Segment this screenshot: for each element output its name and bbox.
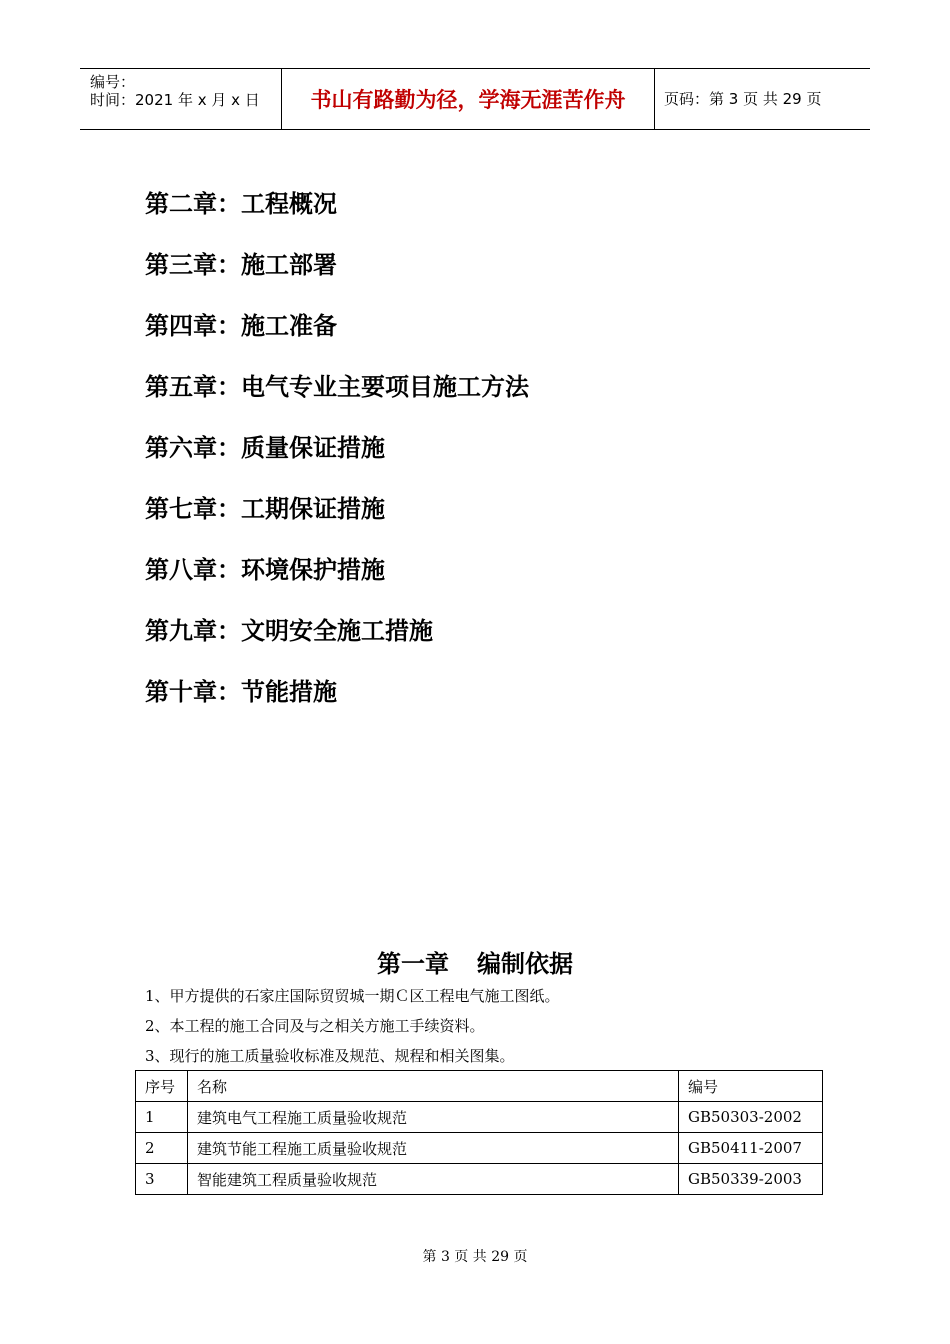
cell-code: GB50339-2003: [679, 1164, 823, 1195]
toc-item: 第五章：电气专业主要项目施工方法: [145, 373, 529, 401]
footer-page-number: 第 3 页 共 29 页: [422, 1249, 528, 1265]
date-label: 时间：2021 年 x 月 x 日: [90, 91, 260, 109]
table-row: [136, 1133, 823, 1164]
chapter-heading: [0, 948, 950, 980]
header-page-cell: [655, 69, 870, 129]
basis-item: 3、现行的施工质量验收标准及规范、规程和相关图集。: [145, 1047, 515, 1065]
column-header-name: 名称: [188, 1071, 679, 1102]
table-header-row: [136, 1071, 823, 1102]
cell-name: 智能建筑工程质量验收规范: [188, 1164, 679, 1195]
basis-item: 1、甲方提供的石家庄国际贸贸城一期Ｃ区工程电气施工图纸。: [145, 987, 560, 1005]
table-of-contents: [145, 188, 529, 737]
code-label: 编号：: [90, 73, 136, 91]
cell-index: 1: [136, 1102, 188, 1133]
chapter-title: 编制依据: [477, 949, 573, 978]
chapter-number: 第一章: [377, 949, 449, 978]
cell-name: 建筑电气工程施工质量验收规范: [188, 1102, 679, 1133]
header-meta-cell: [80, 69, 282, 129]
table-row: [136, 1164, 823, 1195]
cell-code: GB50411-2007: [679, 1133, 823, 1164]
header-motto-cell: [282, 69, 655, 129]
cell-name: 建筑节能工程施工质量验收规范: [188, 1133, 679, 1164]
toc-item: 第十章：节能措施: [145, 678, 337, 706]
toc-item: 第六章：质量保证措施: [145, 434, 385, 462]
toc-item: 第八章：环境保护措施: [145, 556, 385, 584]
column-header-code: 编号: [679, 1071, 823, 1102]
toc-item: 第三章：施工部署: [145, 251, 337, 279]
table-row: [136, 1102, 823, 1133]
cell-index: 2: [136, 1133, 188, 1164]
column-header-index: 序号: [136, 1071, 188, 1102]
page-footer: [0, 1248, 950, 1266]
cell-code: GB50303-2002: [679, 1102, 823, 1133]
toc-item: 第七章：工期保证措施: [145, 495, 385, 523]
toc-item: 第九章：文明安全施工措施: [145, 617, 433, 645]
header-page-number: 页码：第 3 页 共 29 页: [664, 90, 822, 108]
standards-table: [135, 1070, 823, 1195]
basis-item: 2、本工程的施工合同及与之相关方施工手续资料。: [145, 1017, 485, 1035]
toc-item: 第四章：施工准备: [145, 312, 337, 340]
motto-text: 书山有路勤为径，学海无涯苦作舟: [310, 88, 626, 112]
toc-item: 第二章：工程概况: [145, 190, 337, 218]
cell-index: 3: [136, 1164, 188, 1195]
page-header: [80, 68, 870, 130]
